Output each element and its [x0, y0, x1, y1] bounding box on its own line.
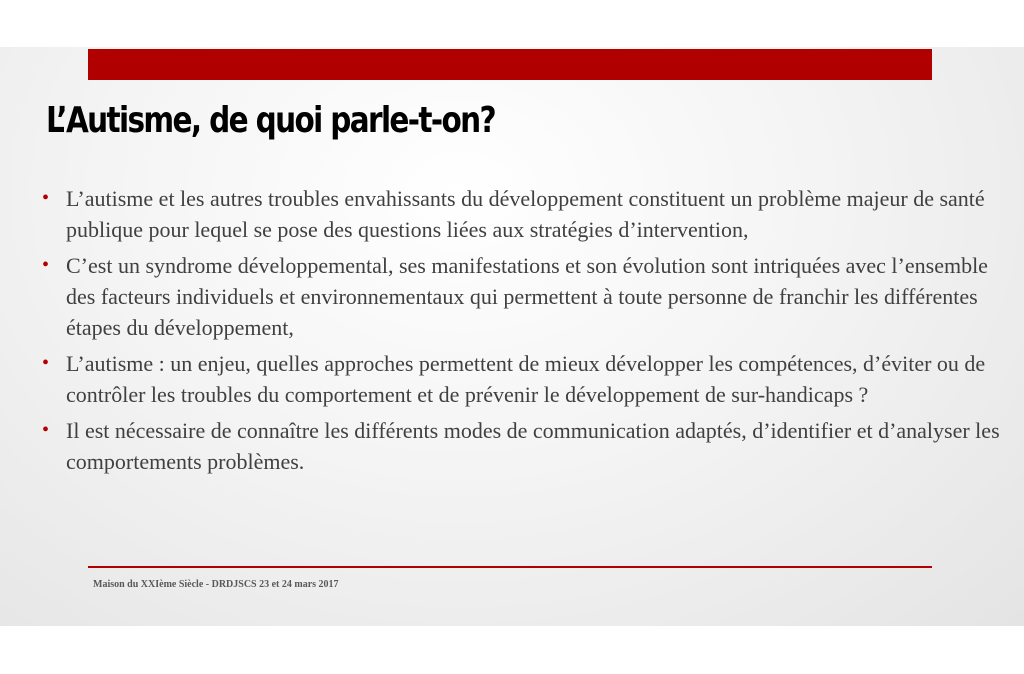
footer-divider	[88, 566, 932, 568]
bullet-list	[40, 183, 1000, 482]
bullet-item	[40, 183, 1000, 245]
bullet-icon: •	[42, 352, 50, 374]
bullet-item	[40, 250, 1000, 343]
bullet-text: C’est un syndrome développemental, ses manifestations et son évolution sont intriquées avec l’ensemble des facteurs individuels et environnementaux qui permettent à toute personne de franchir les différentes étapes du développement,	[66, 253, 988, 340]
slide-footer: Maison du XXIème Siècle - DRDJSCS 23 et 24 mars 2017	[93, 579, 339, 590]
bullet-icon: •	[42, 254, 50, 276]
top-accent-bar	[88, 49, 932, 80]
bullet-text: L’autisme et les autres troubles envahissants du développement constituent un problème majeur de santé publique pour lequel se pose des questions liées aux stratégies d’intervention,	[66, 186, 985, 242]
slide-title: L’Autisme, de quoi parle-t-on?	[46, 100, 496, 141]
bullet-item	[40, 415, 1000, 477]
bullet-text: Il est nécessaire de connaître les différents modes de communication adaptés, d’identifier et d’analyser les comportements problèmes.	[66, 418, 1000, 474]
bullet-icon: •	[42, 187, 50, 209]
bullet-item	[40, 348, 1000, 410]
bullet-text: L’autisme : un enjeu, quelles approches permettent de mieux développer les compétences, d’éviter ou de contrôler les troubles du comportement et de prévenir le développement de sur-handicaps ?	[66, 351, 986, 407]
bullet-icon: •	[42, 419, 50, 441]
slide	[0, 47, 1024, 626]
